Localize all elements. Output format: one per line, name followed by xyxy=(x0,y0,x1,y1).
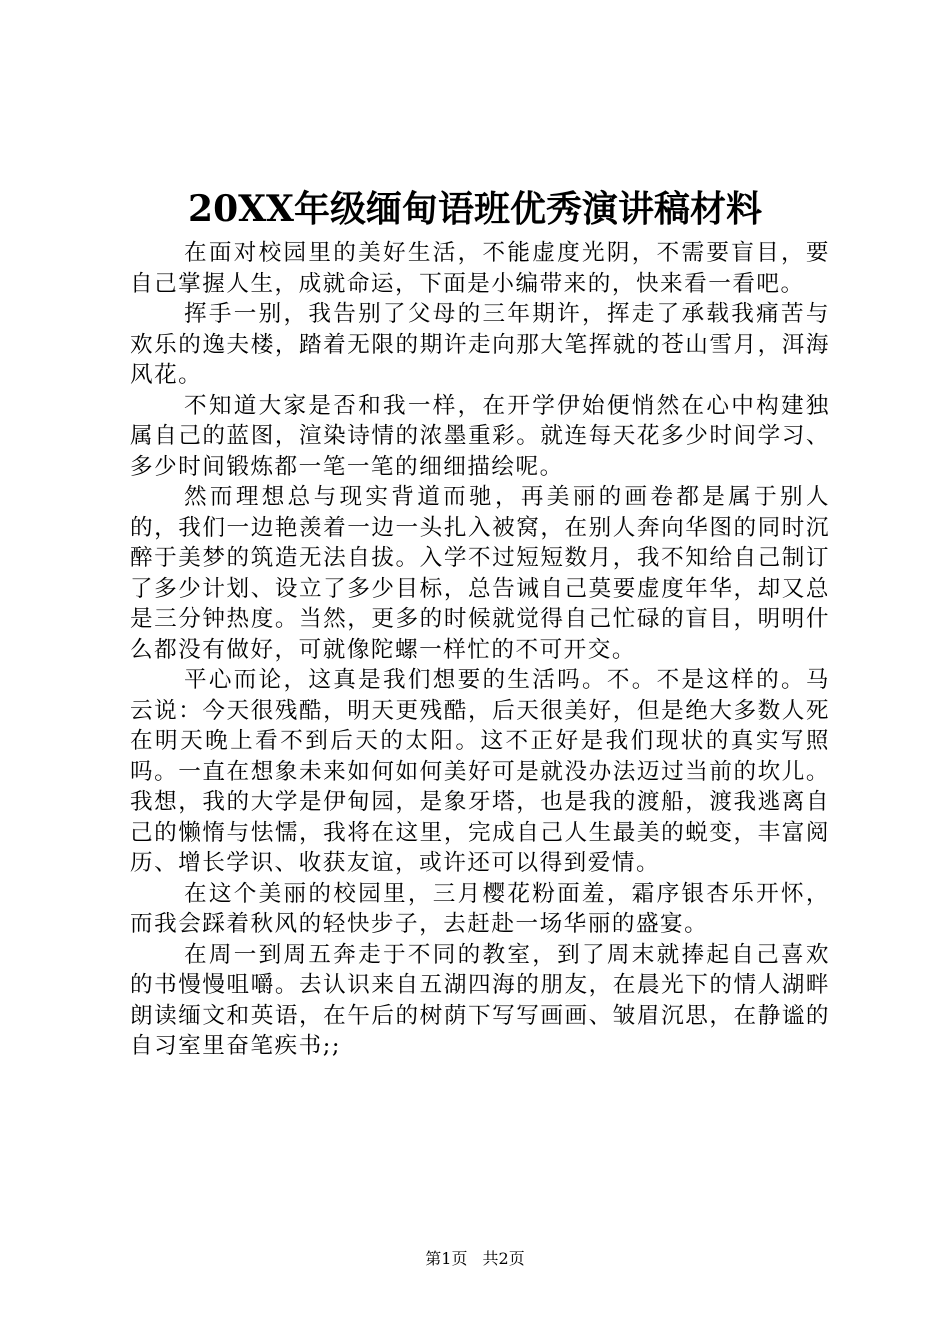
paragraph: 在面对校园里的美好生活，不能虚度光阴，不需要盲目，要自己掌握人生，成就命运，下面是小编带来的，快来看一看吧。 xyxy=(130,240,830,297)
paragraph: 在周一到周五奔走于不同的教室，到了周末就捧起自己喜欢的书慢慢咀嚼。去认识来自五湖四海的朋友，在晨光下的情人湖畔朗读缅文和英语，在午后的树荫下写写画画、皱眉沉思，在静谧的自习室里奋笔疾书;; xyxy=(130,941,830,1059)
page-total: 共2页 xyxy=(482,1249,525,1268)
paragraph: 挥手一别，我告别了父母的三年期许，挥走了承载我痛苦与欢乐的逸夫楼，踏着无限的期许走向那大笔挥就的苍山雪月，洱海风花。 xyxy=(130,301,830,388)
page-number: 第1页 xyxy=(425,1249,468,1268)
paragraph: 不知道大家是否和我一样，在开学伊始便悄然在心中构建独属自己的蓝图，渲染诗情的浓墨重彩。就连每天花多少时间学习、多少时间锻炼都一笔一笔的细细描绘呢。 xyxy=(130,392,830,480)
page-footer xyxy=(0,1249,950,1269)
paragraph: 然而理想总与现实背道而驰，再美丽的画卷都是属于别人的，我们一边艳羡着一边一头扎入被窝，在别人奔向华图的同时沉醉于美梦的筑造无法自拔。入学不过短短数月，我不知给自己制订了多少计划、设立了多少目标，总告诫自己莫要虚度年华，却又总是三分钟热度。当然，更多的时候就觉得自己忙碌的盲目，明明什么都没有做好，可就像陀螺一样忙的不可开交。 xyxy=(130,484,830,663)
document-title: 20XX年级缅甸语班优秀演讲稿材料 xyxy=(188,188,762,230)
document-body xyxy=(130,238,830,1062)
paragraph: 在这个美丽的校园里，三月樱花粉面羞，霜序银杏乐开怀，而我会踩着秋风的轻快步子，去赶赴一场华丽的盛宴。 xyxy=(130,880,830,937)
paragraph: 平心而论，这真是我们想要的生活吗。不。不是这样的。马云说：今天很残酷，明天更残酷，后天很美好，但是绝大多数人死在明天晚上看不到后天的太阳。这不正好是我们现状的真实写照吗。一直在想象未来如何如何美好可是就没办法迈过当前的坎儿。我想，我的大学是伊甸园，是象牙塔，也是我的渡船，渡我逃离自己的懒惰与怯懦，我将在这里，完成自己人生最美的蜕变，丰富阅历、增长学识、收获友谊，或许还可以得到爱情。 xyxy=(130,667,830,876)
